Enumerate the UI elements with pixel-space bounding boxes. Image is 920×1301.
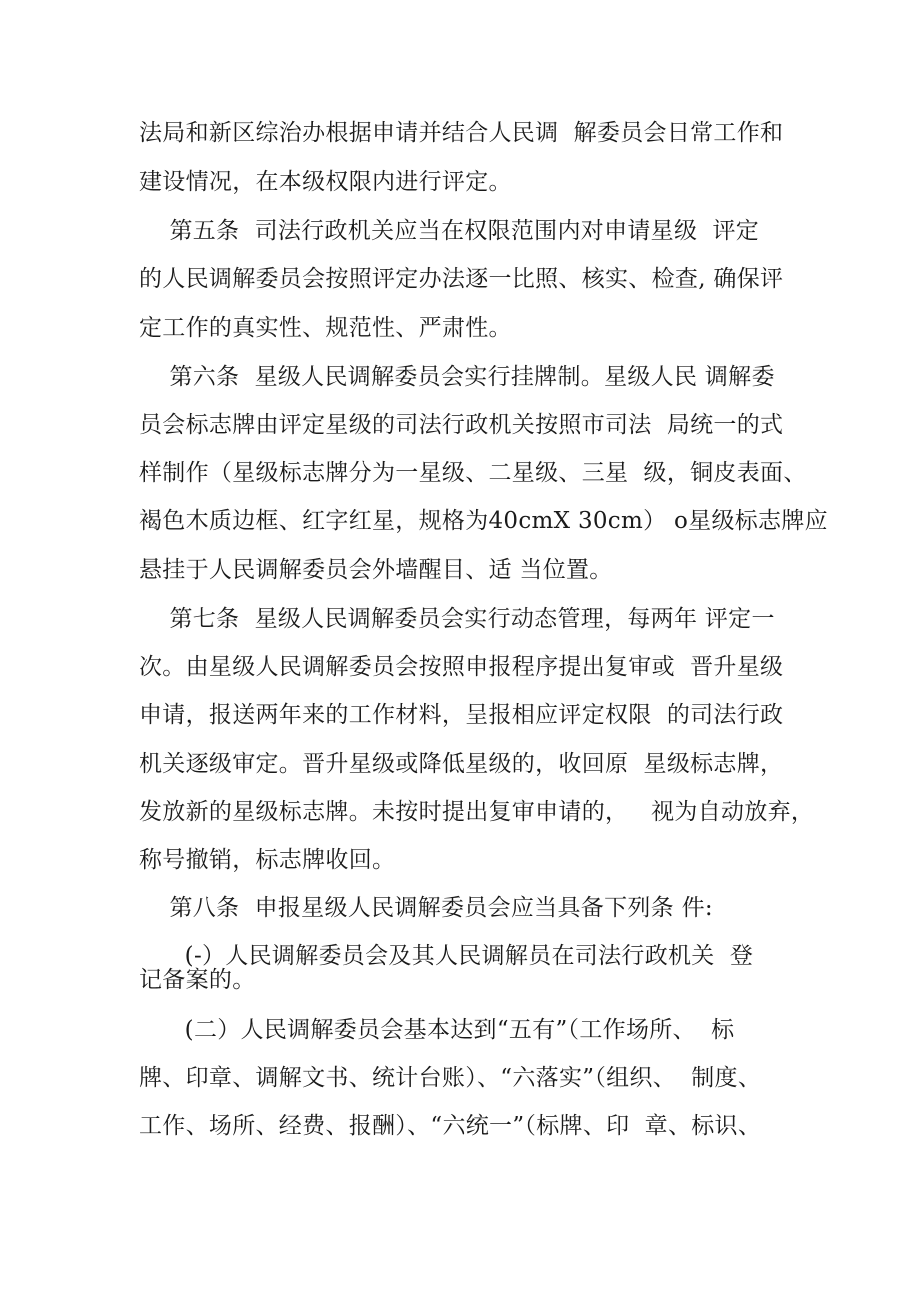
text-line: 第六条 星级人民调解委员会实行挂牌制。星级人民 调解委 [139,364,775,390]
text-line: 建设情况，在本级权限内进行评定。 [139,169,512,195]
text-line: 第七条 星级人民调解委员会实行动态管理，每两年 评定一 [139,606,775,632]
text-line: 记备案的。 [139,967,256,993]
text-line: 褐色木质边框、红字红星，规格为40cmX 30cm） o星级标志牌应 [139,508,828,534]
text-line: 第五条 司法行政机关应当在权限范围内对申请星级 评定 [139,218,760,244]
text-line: 工作、场所、经费、报酬）、“六统一”（标牌、印 章、标识、 [139,1113,762,1139]
text-line: 称号撤销，标志牌收回。 [139,847,396,873]
text-line: (-）人民调解委员会及其人民调解员在司法行政机关 登 [139,943,754,969]
text-line: (二）人民调解委员会基本达到“五有”（工作场所、 标 [139,1017,735,1043]
text-line: 法局和新区综治办根据申请并结合人民调 解委员会日常工作和 [139,120,784,146]
text-line: 发放新的星级标志牌。未按时提出复审申请的， 视为自动放弃， [139,799,815,825]
text-line: 样制作（星级标志牌分为一星级、二星级、三星 级，铜皮表面、 [139,460,807,486]
text-line: 定工作的真实性、规范性、严肃性。 [139,315,512,341]
text-line: 申请，报送两年来的工作材料，呈报相应评定权限 的司法行政 [139,702,784,728]
text-line: 牌、印章、调解文书、统计台账）、“六落实”（组织、 制度、 [139,1065,762,1091]
text-line: 的人民调解委员会按照评定办法逐一比照、核实、检查, 确保评 [139,266,784,292]
text-line: 机关逐级审定。晋升星级或降低星级的，收回原 星级标志牌， [139,751,784,777]
text-line: 员会标志牌由评定星级的司法行政机关按照市司法 局统一的式 [139,412,784,438]
text-line: 次。由星级人民调解委员会按照申报程序提出复审或 晋升星级 [139,654,784,680]
text-line: 悬挂于人民调解委员会外墙醒目、适 当位置。 [139,557,613,583]
text-line: 第八条 申报星级人民调解委员会应当具备下列条 件: [139,895,713,921]
